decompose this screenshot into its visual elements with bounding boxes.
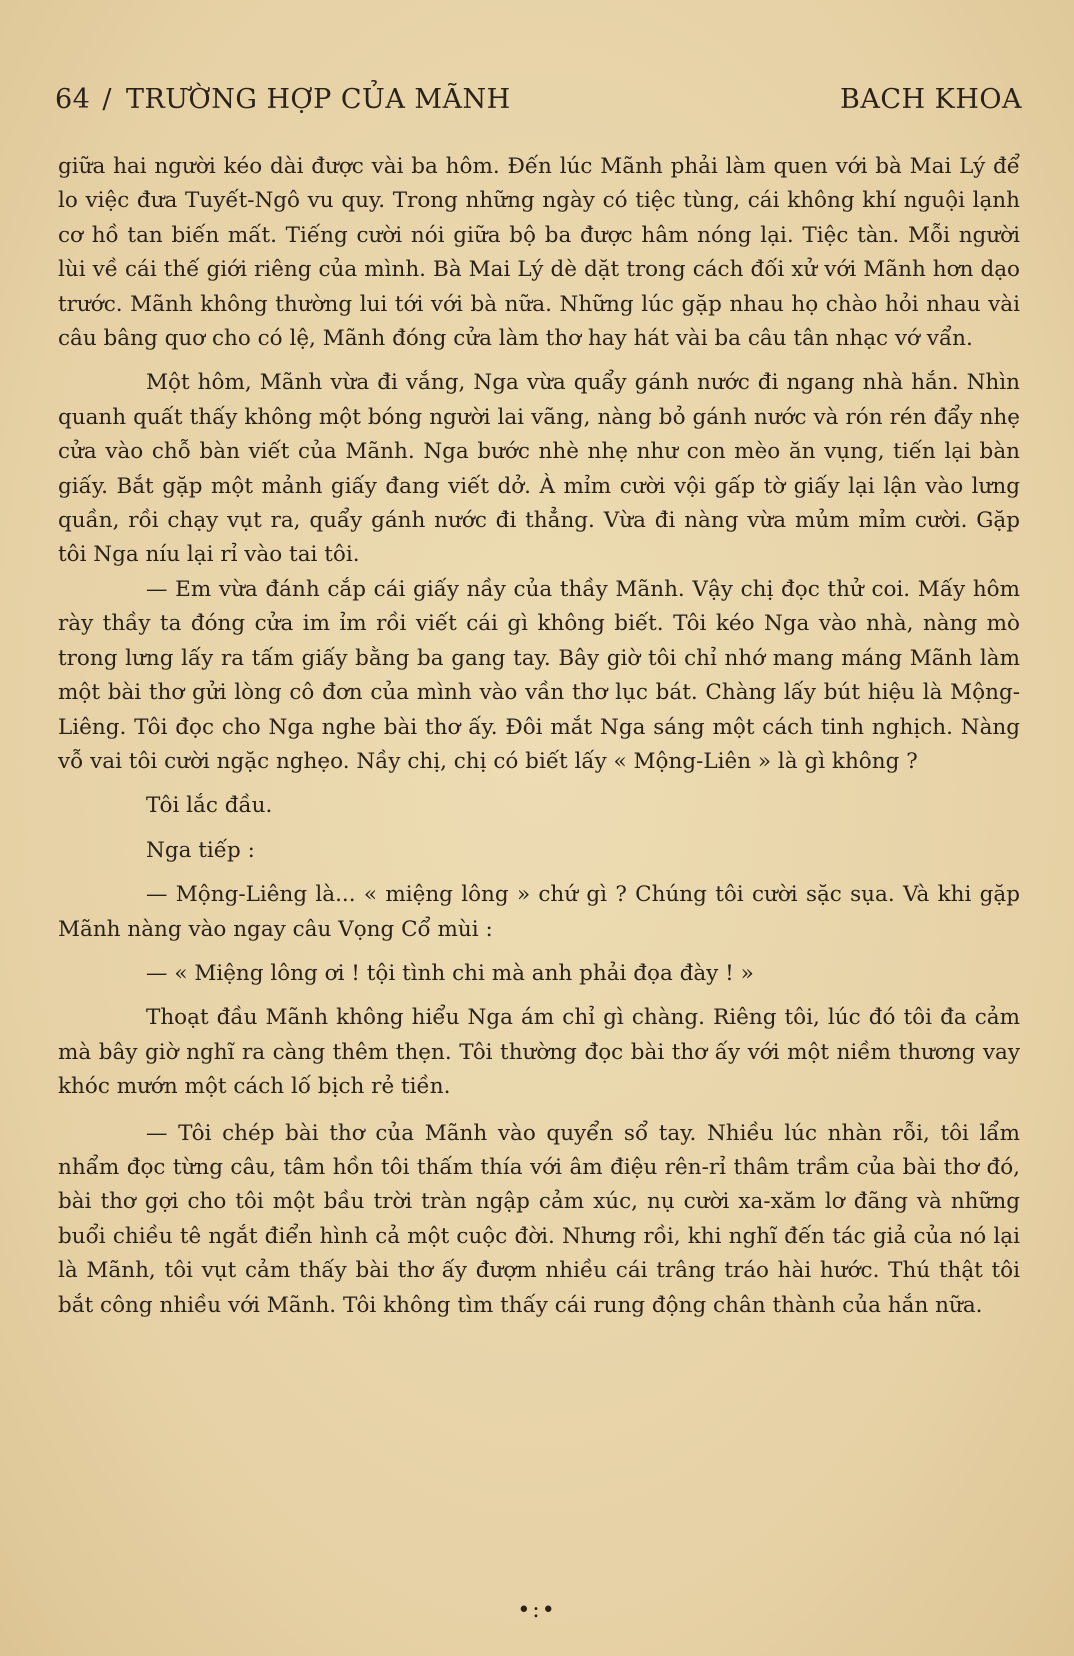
paragraph-7: — « Miệng lông ơi ! tội tình chi mà anh phải đọa đày ! » xyxy=(146,960,754,986)
paragraph-6: — Mộng-Liêng là... « miệng lông » chứ gì ? Chúng tôi cười sặc sụa. Và khi gặp Mãnh nàng vào ngay câu Vọng Cổ mùi : xyxy=(58,882,1020,942)
chapter-title: TRƯỜNG HỢP CỦA MÃNH xyxy=(125,84,511,115)
page-number: 64 xyxy=(55,84,91,115)
header-separator: / xyxy=(102,84,112,115)
paragraph-3: — Em vừa đánh cắp cái giấy nầy của thầy Mãnh. Vậy chị đọc thử coi. Mấy hôm rày thầy ta đóng cửa im ỉm rồi viết cái gì không biết. Tôi kéo Nga vào nhà, nàng mò trong lưng lấy ra tấm giấy bằng ba gang tay. Bây giờ tôi chỉ nhớ mang máng Mãnh làm một bài thơ gửi lòng cô đơn của mình vào vần thơ lục bát. Chàng lấy bút hiệu là Mộng-Liêng. Tôi đọc cho Nga nghe bài thơ ấy. Đôi mắt Nga sáng một cách tinh nghịch. Nàng vỗ vai tôi cười ngặc nghẹo. Nầy chị, chị có biết lấy « Mộng-Liên » là gì không ? xyxy=(58,576,1020,774)
paragraph-1: giữa hai người kéo dài được vài ba hôm. Đến lúc Mãnh phải làm quen với bà Mai Lý để lo việc đưa Tuyết-Ngô vu quy. Trong những ngày có tiệc tùng, cái không khí nguội lạnh cơ hồ tan biến mất. Tiếng cười nói giữa bộ ba được hâm nóng lại. Tiệc tàn. Mỗi người lùi về cái thế giới riêng của mình. Bà Mai Lý dè dặt trong cách đối xử với Mãnh hơn dạo trước. Mãnh không thường lui tới với bà nữa. Những lúc gặp nhau họ chào hỏi nhau vài câu bâng quơ cho có lệ, Mãnh đóng cửa làm thơ hay hát vài ba câu tân nhạc vớ vẩn. xyxy=(58,154,1020,352)
paragraph-2: Một hôm, Mãnh vừa đi vắng, Nga vừa quẩy gánh nước đi ngang nhà hắn. Nhìn quanh quất thấy không một bóng người lai vãng, nàng bỏ gánh nước và rón rén đẩy nhẹ cửa vào chỗ bàn viết của Mãnh. Nga bước nhè nhẹ như con mèo ăn vụng, tiến lại bàn giấy. Bắt gặp một mảnh giấy đang viết dở. À mỉm cười vội gấp tờ giấy lại lận vào lưng quần, rồi chạy vụt ra, quẩy gánh nước đi thẳng. Vừa đi nàng vừa mủm mỉm cười. Gặp tôi Nga níu lại rỉ vào tai tôi. xyxy=(58,370,1020,568)
paragraph-8: Thoạt đầu Mãnh không hiểu Nga ám chỉ gì chàng. Riêng tôi, lúc đó tôi đa cảm mà bây giờ nghĩ ra càng thêm thẹn. Tôi thường đọc bài thơ ấy với một niềm thương vay khóc mướn một cách lố bịch rẻ tiền. xyxy=(58,1005,1020,1100)
body-text xyxy=(58,150,1020,1323)
footer-ornament: •:• xyxy=(517,1598,557,1623)
paragraph-4: Tôi lắc đầu. xyxy=(146,793,273,819)
header-left xyxy=(55,84,511,115)
page-header xyxy=(55,84,1022,124)
paragraph-9: — Tôi chép bài thơ của Mãnh vào quyển sổ tay. Nhiều lúc nhàn rỗi, tôi lẩm nhẩm đọc từng câu, tâm hồn tôi thấm thía với âm điệu rên-rỉ thâm trầm của bài thơ đó, bài thơ gợi cho tôi một bầu trời tràn ngập cảm xúc, nụ cười xa-xăm lơ đãng và những buổi chiều tê ngắt điển hình cả một cuộc đời. Nhưng rồi, khi nghĩ đến tác giả của nó lại là Mãnh, tôi vụt cảm thấy bài thơ ấy đượm nhiều cái trâng tráo hài hước. Thú thật tôi bắt công nhiều với Mãnh. Tôi không tìm thấy cái rung động chân thành của hắn nữa. xyxy=(58,1120,1020,1318)
paragraph-5: Nga tiếp : xyxy=(146,837,255,863)
magazine-name: BACH KHOA xyxy=(840,84,1022,115)
